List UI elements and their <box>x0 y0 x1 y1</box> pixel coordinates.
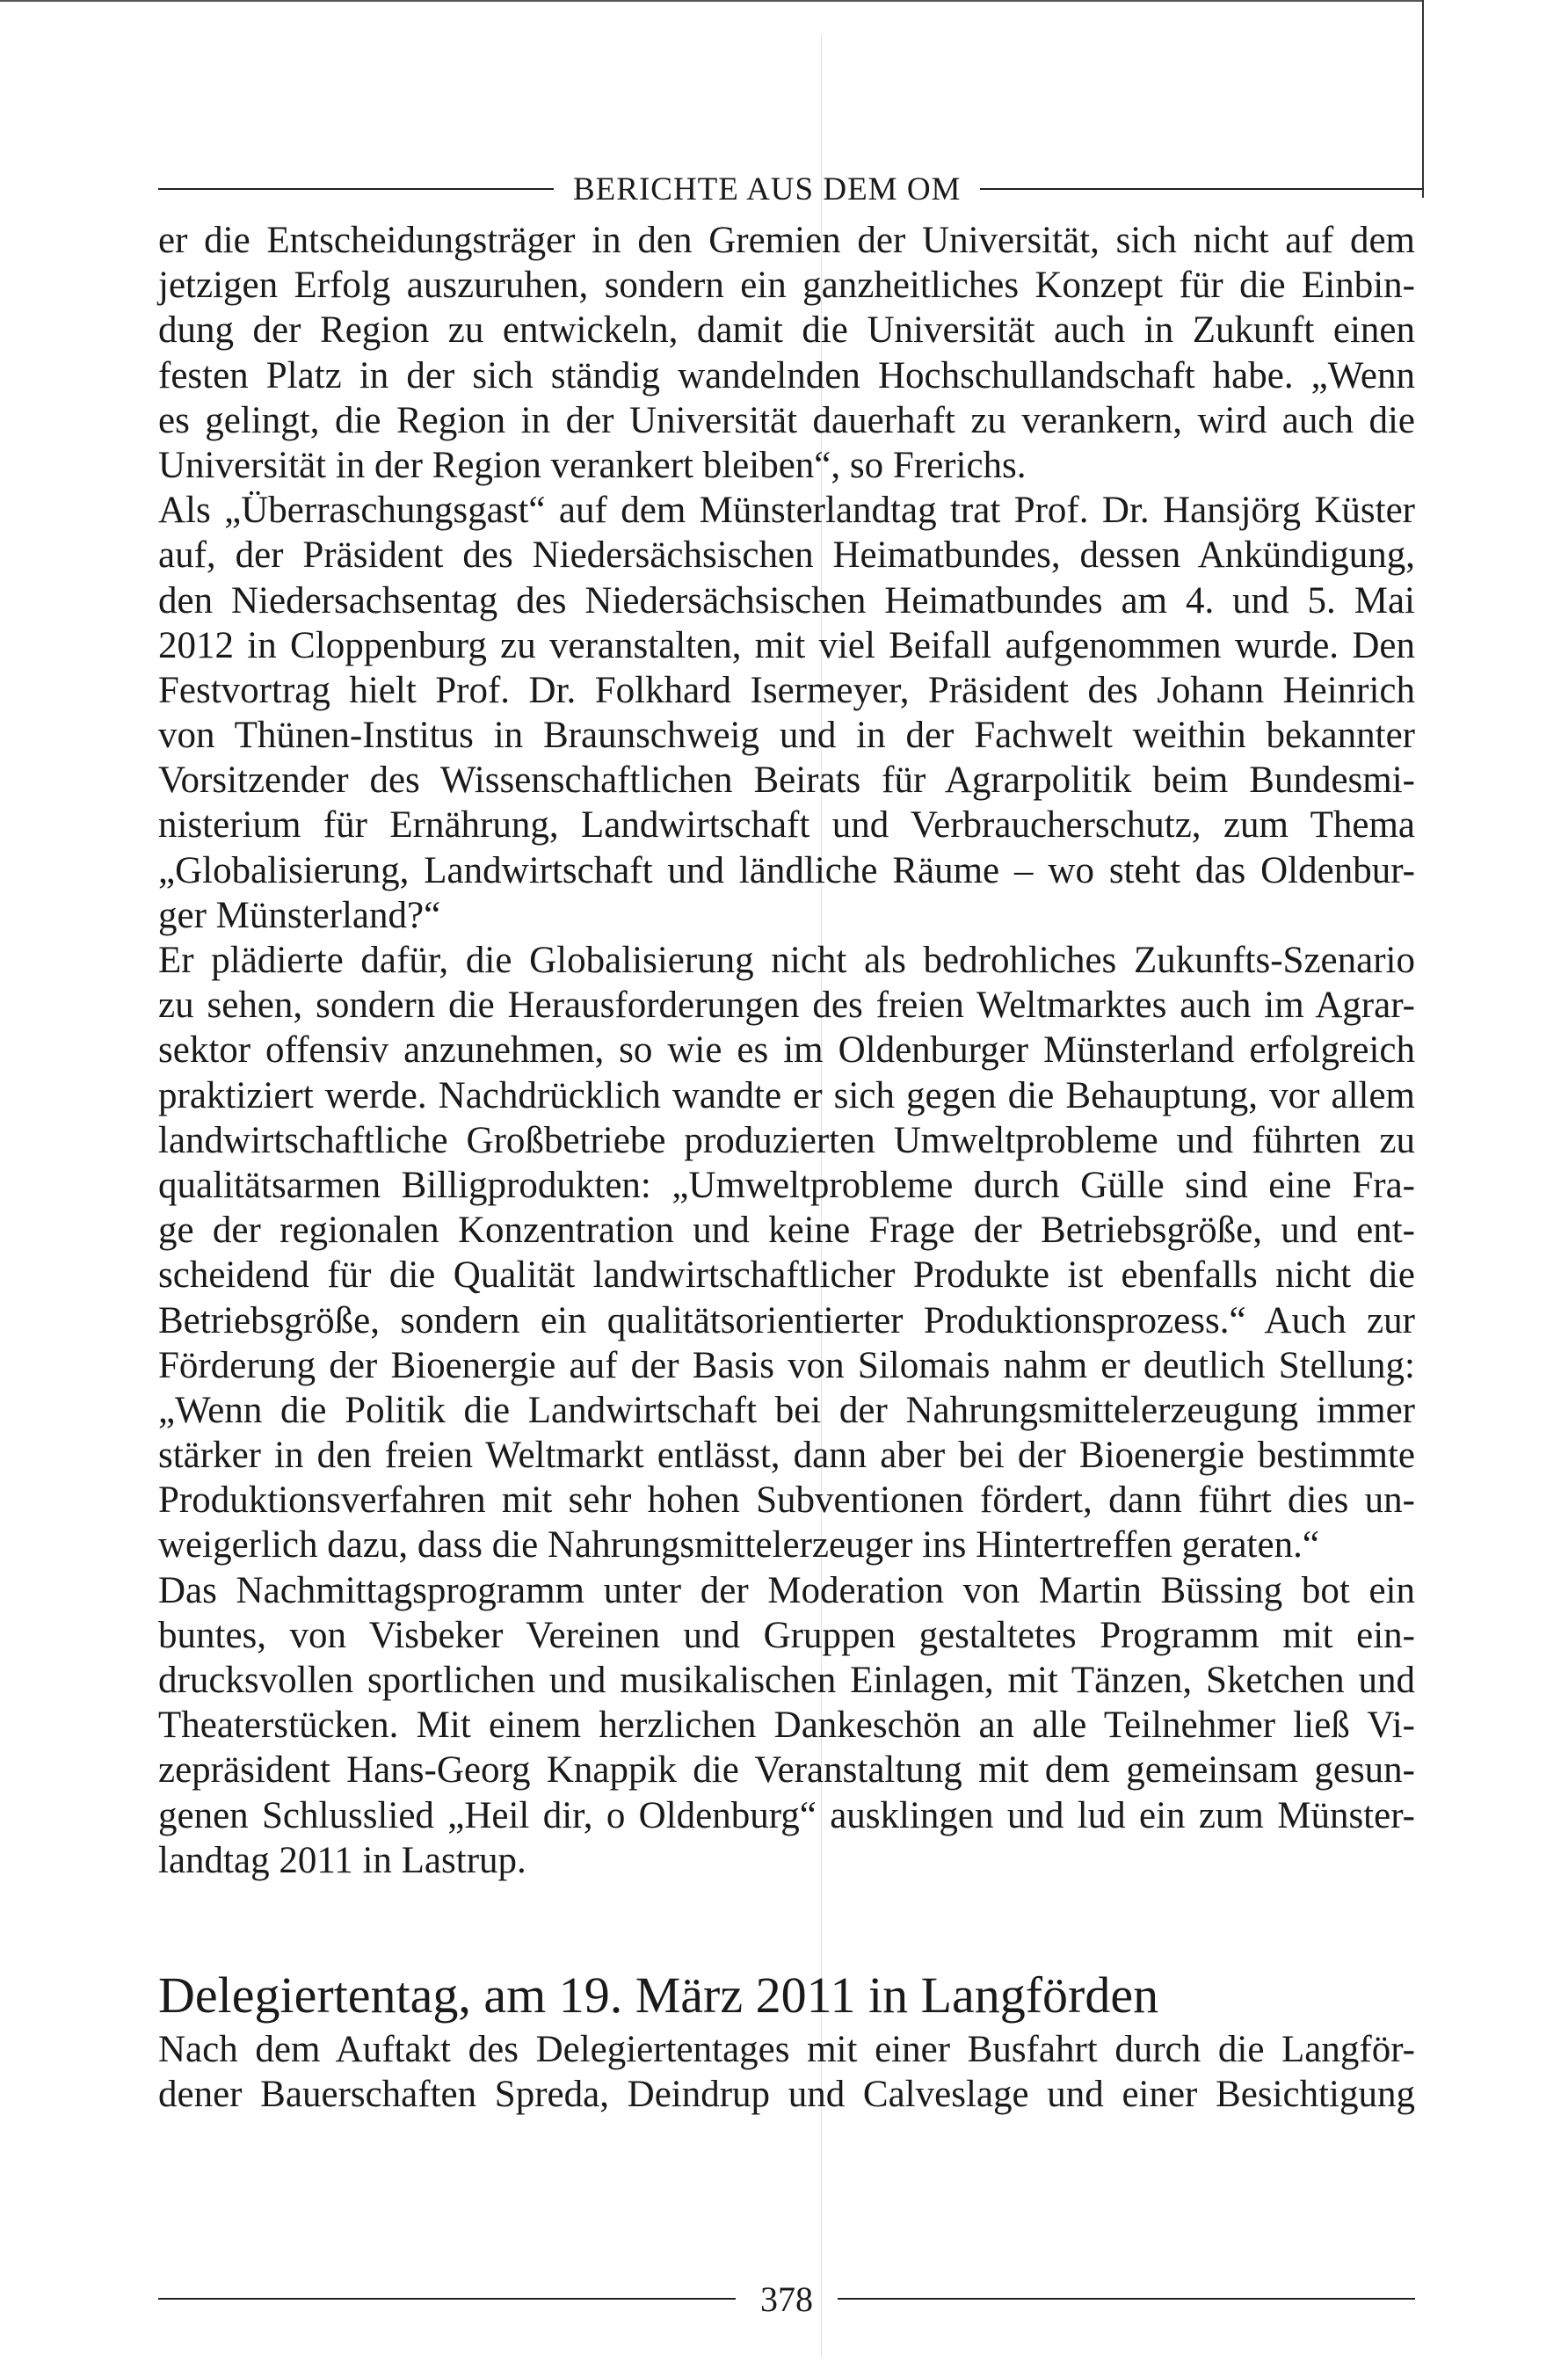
text-line: Betriebsgröße, sondern ein qualitätsorientierter Produktionsprozess.“ Auch zur <box>158 1299 1415 1341</box>
page-border-top <box>0 0 1424 2</box>
running-head-title: BERICHTE AUS DEM OM <box>573 171 962 207</box>
text-line: landwirtschaftliche Großbetriebe produzierten Umweltprobleme und führten zu <box>158 1119 1415 1161</box>
text-line: Vorsitzender des Wissenschaftlichen Beirats für Agrarpolitik beim Bundesmi- <box>158 760 1415 802</box>
paragraph-4 <box>158 1568 1415 1883</box>
text-line: Nach dem Auftakt des Delegiertentages mit einer Busfahrt durch die Langför- <box>158 2029 1415 2070</box>
text-line: Festvortrag hielt Prof. Dr. Folkhard Isermeyer, Präsident des Johann Heinrich <box>158 669 1415 711</box>
text-line: Universität in der Region verankert bleiben“, so Frerichs. <box>158 444 1027 486</box>
text-line: buntes, von Visbeker Vereinen und Gruppen gestaltetes Programm mit ein- <box>158 1614 1415 1656</box>
paragraph-2 <box>158 488 1415 938</box>
text-line: praktiziert werde. Nachdrücklich wandte er sich gegen die Behauptung, vor allem <box>158 1074 1415 1116</box>
text-line: sektor offensiv anzunehmen, so wie es im Oldenburger Münsterland erfolgreich <box>158 1029 1415 1072</box>
text-line: „Globalisierung, Landwirtschaft und ländliche Räume – wo steht das Oldenbur- <box>158 849 1415 891</box>
text-line: scheidend für die Qualität landwirtschaftlicher Produkte ist ebenfalls nicht die <box>158 1254 1415 1297</box>
paragraph-1 <box>158 218 1415 488</box>
footer-rule-left <box>158 2298 736 2300</box>
text-line: drucksvollen sportlichen und musikalischen Einlagen, mit Tänzen, Sketchen und <box>158 1660 1415 1701</box>
text-line: zepräsident Hans-Georg Knappik die Veranstaltung mit dem gemeinsam gesun- <box>158 1749 1415 1792</box>
page-footer <box>158 2277 1415 2321</box>
text-line: festen Platz in der sich ständig wandelnden Hochschullandschaft habe. „Wenn <box>158 354 1415 396</box>
text-line: stärker in den freien Weltmarkt entlässt, dann aber bei der Bioenergie bestimmte <box>158 1435 1415 1477</box>
text-line: „Wenn die Politik die Landwirtschaft bei der Nahrungsmittelerzeugung immer <box>158 1389 1415 1431</box>
body-text <box>158 218 1415 1883</box>
text-line: jetzigen Erfolg auszuruhen, sondern ein ganzheitliches Konzept für die Einbin- <box>158 265 1415 307</box>
text-line: den Niedersachsentag des Niedersächsischen Heimatbundes am 4. und 5. Mai <box>158 579 1415 622</box>
text-line: ge der regionalen Konzentration und keine Frage der Betriebsgröße, und ent- <box>158 1210 1415 1252</box>
section-body <box>158 2027 1415 2117</box>
running-head-rule-left <box>158 188 554 190</box>
running-head <box>158 167 1424 211</box>
paragraph-3 <box>158 938 1415 1568</box>
text-line: Als „Überraschungsgast“ auf dem Münsterlandtag trat Prof. Dr. Hansjörg Küster <box>158 490 1415 532</box>
text-line: Theaterstücken. Mit einem herzlichen Dankeschön an alle Teilnehmer ließ Vi- <box>158 1705 1415 1747</box>
text-line: Produktionsverfahren mit sehr hohen Subventionen fördert, dann führt dies un- <box>158 1479 1415 1522</box>
text-line: 2012 in Cloppenburg zu veranstalten, mit viel Beifall aufgenommen wurde. Den <box>158 624 1415 666</box>
text-line: dener Bauerschaften Spreda, Deindrup und Calveslage und einer Besichtigung <box>158 2074 1415 2116</box>
text-line: auf, der Präsident des Niedersächsischen Heimatbundes, dessen Ankündigung, <box>158 534 1415 577</box>
text-line: landtag 2011 in Lastrup. <box>158 1839 526 1881</box>
text-line: dung der Region zu entwickeln, damit die Universität auch in Zukunft einen <box>158 309 1415 352</box>
text-line: von Thünen-Institus in Braunschweig und in der Fachwelt weithin bekannter <box>158 715 1415 757</box>
text-line: weigerlich dazu, dass die Nahrungsmittelerzeuger ins Hintertreffen geraten.“ <box>158 1524 1319 1566</box>
text-line: Er plädierte dafür, die Globalisierung nicht als bedrohliches Zukunfts-Szenario <box>158 940 1415 981</box>
text-line: zu sehen, sondern die Herausforderungen des freien Weltmarktes auch im Agrar- <box>158 985 1415 1027</box>
running-head-rule-right <box>980 188 1424 190</box>
text-line: ger Münsterland?“ <box>158 894 441 936</box>
section-heading: Delegiertentag, am 19. März 2011 in Langförden <box>158 1966 1159 2024</box>
text-line: genen Schlusslied „Heil dir, o Oldenburg“ ausklingen und lud ein zum Münster- <box>158 1794 1415 1836</box>
text-line: Förderung der Bioenergie auf der Basis von Silomais nahm er deutlich Stellung: <box>158 1344 1415 1386</box>
text-line: er die Entscheidungsträger in den Gremien der Universität, sich nicht auf dem <box>158 220 1415 261</box>
text-line: es gelingt, die Region in der Universität dauerhaft zu verankern, wird auch die <box>158 399 1415 441</box>
footer-rule-right <box>838 2298 1415 2300</box>
text-line: Das Nachmittagsprogramm unter der Moderation von Martin Büssing bot ein <box>158 1569 1415 1611</box>
text-line: nisterium für Ernährung, Landwirtschaft und Verbraucherschutz, zum Thema <box>158 804 1415 847</box>
page-number: 378 <box>760 2279 813 2319</box>
text-line: qualitätsarmen Billigprodukten: „Umweltprobleme durch Gülle sind eine Fra- <box>158 1164 1415 1206</box>
